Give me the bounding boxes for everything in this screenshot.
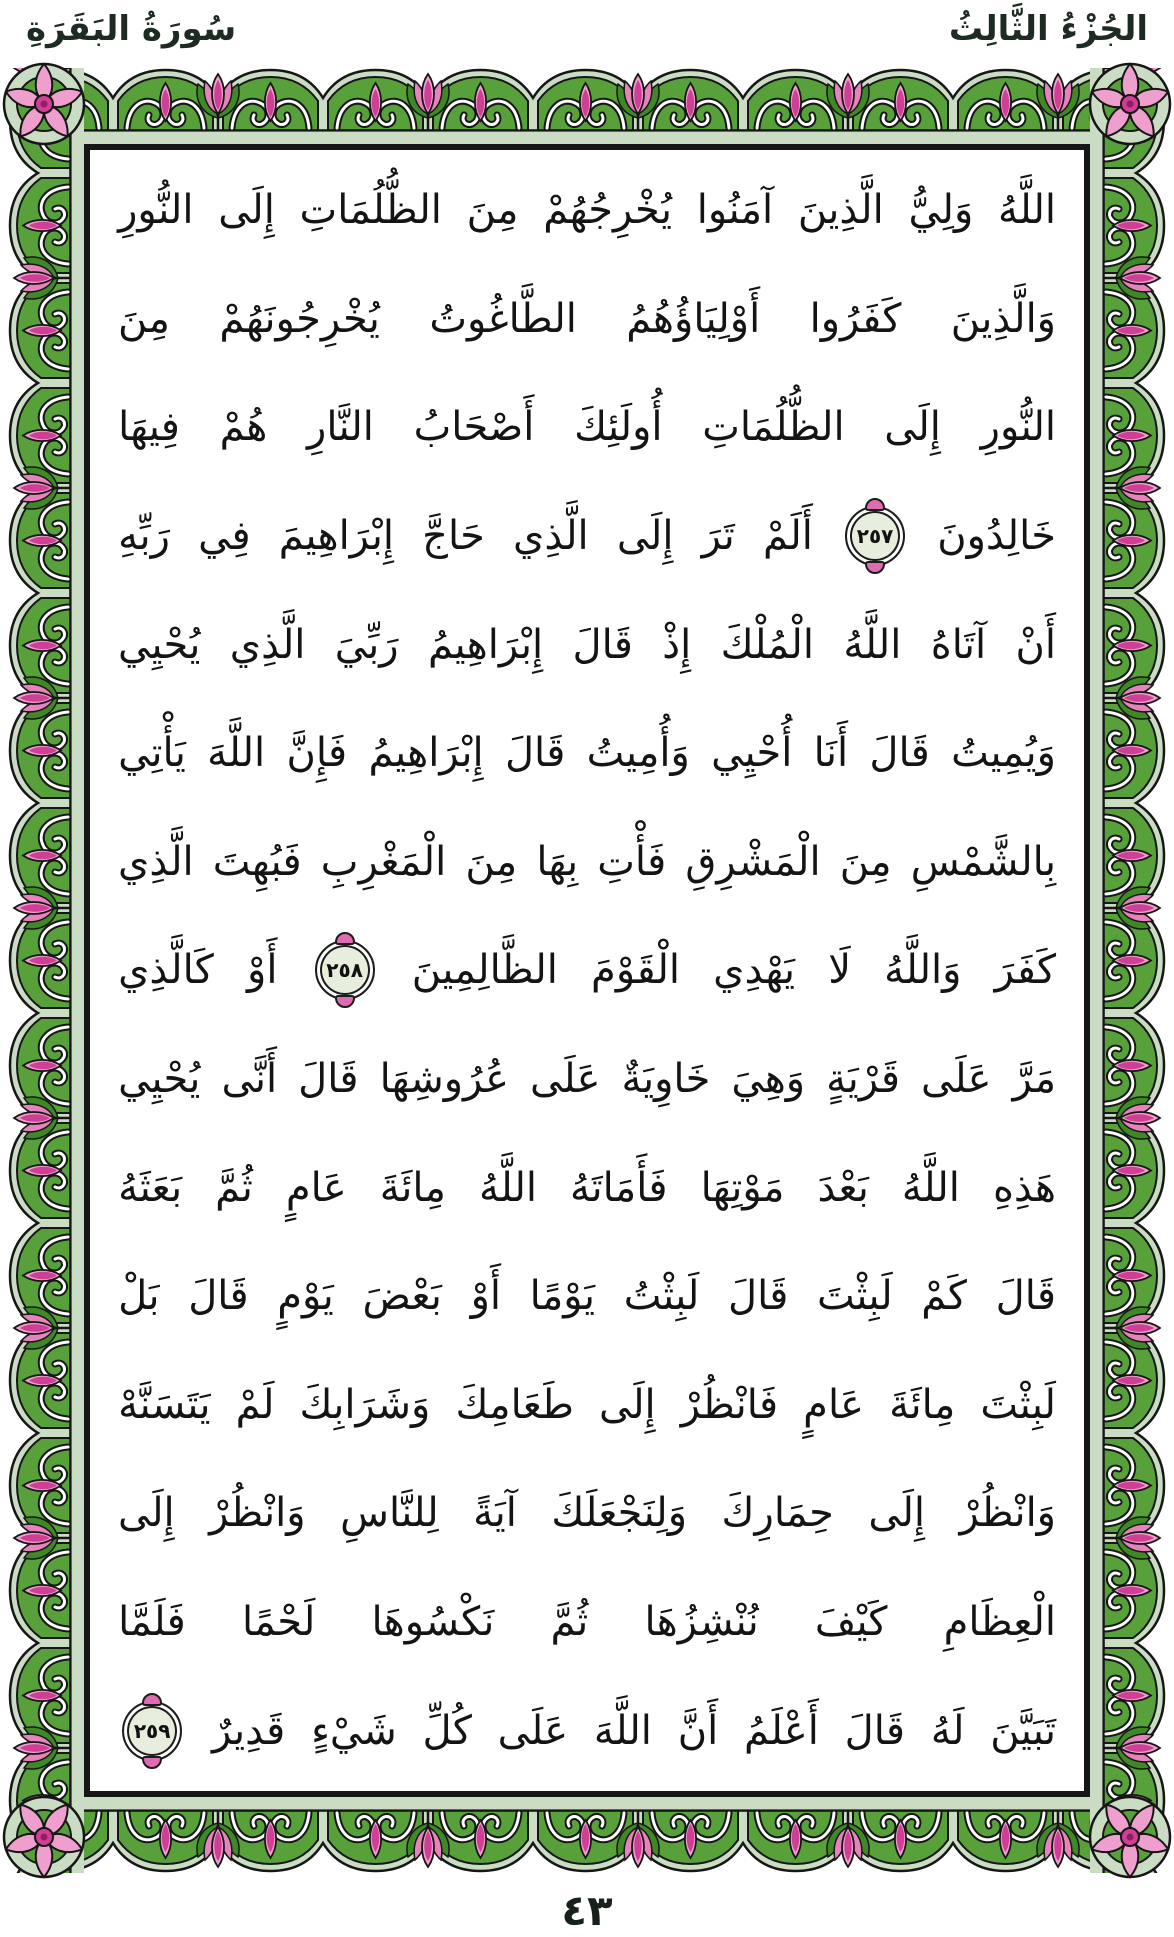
- quran-word: إِلَى: [616, 513, 674, 560]
- quran-word: يُخْرِجُونَهُمْ: [219, 295, 380, 342]
- quran-word: لَحْمًا: [241, 1599, 316, 1646]
- quran-word: رَبِّهِ: [118, 513, 170, 560]
- quran-word: يَوْمًا: [529, 1273, 596, 1320]
- surah-title: سُورَةُ البَقَرَةِ: [26, 9, 237, 49]
- quran-word: بَلْ: [118, 1273, 160, 1320]
- quran-word: فَأَمَاتَهُ: [570, 1164, 668, 1211]
- quran-word: مِنَ: [466, 187, 519, 234]
- quran-word: بِهَا: [536, 838, 579, 885]
- quran-word: مِائَةَ: [379, 1164, 446, 1211]
- quran-word: الَّذِي: [229, 621, 306, 668]
- quran-word: الَّذِي: [118, 838, 194, 885]
- quran-word: قَالَ: [869, 730, 930, 777]
- quran-word: آتَاهُ: [930, 621, 987, 668]
- decorative-border: [8, 68, 1166, 1873]
- quran-word: يَأْتِي: [118, 730, 186, 777]
- quran-word: كَيْفَ: [814, 1599, 888, 1646]
- quran-word: الَّذِينَ: [797, 187, 884, 234]
- quran-word: قَالَ: [504, 730, 566, 777]
- quran-word: إِلَى: [118, 1490, 175, 1537]
- quran-word: مَوْتِهَا: [700, 1164, 785, 1211]
- quran-line: [116, 590, 1058, 699]
- quran-word: فِيهَا: [118, 404, 180, 451]
- quran-word: إِلَى: [218, 187, 275, 234]
- quran-word: عَامٍ: [803, 1381, 864, 1428]
- floral-border-pattern-icon: [8, 1797, 1166, 1873]
- quran-word: يَهْدِي: [713, 947, 796, 994]
- quran-word: الْقَوْمَ: [591, 947, 681, 994]
- quran-word: عَامٍ: [285, 1164, 347, 1211]
- quran-word: بَعْضَ: [362, 1273, 442, 1320]
- quran-word: خَالِدُونَ: [937, 513, 1056, 560]
- quran-word: هَذِهِ: [992, 1164, 1056, 1211]
- quran-word: وَشَرَابِكَ: [299, 1381, 431, 1428]
- quran-line: [116, 373, 1058, 482]
- quran-word: قَالَ: [298, 1056, 359, 1103]
- ayah-number: ٢٥٨: [326, 958, 363, 983]
- quran-line: [116, 1025, 1058, 1134]
- ayah-number: ٢٥٩: [133, 1718, 171, 1743]
- quran-word: يُحْيِي: [118, 1056, 201, 1103]
- quran-word: اللَّهُ: [998, 187, 1056, 234]
- quran-word: خَاوِيَةٌ: [621, 1056, 711, 1103]
- quran-word: قَالَ: [995, 1273, 1056, 1320]
- quran-word: النَّارِ: [307, 404, 374, 451]
- quran-word: وَلِيُّ: [908, 187, 974, 234]
- quran-line: [116, 156, 1058, 265]
- quran-word: طَعَامِكَ: [455, 1381, 574, 1428]
- quran-word: بَعْدَ: [817, 1164, 869, 1211]
- quran-line: [116, 1242, 1058, 1351]
- quran-line: [116, 482, 1058, 591]
- quran-word: نُنْشِزُهَا: [644, 1599, 759, 1646]
- quran-word: فَإِنَّ: [286, 730, 348, 777]
- quran-word: حَاجَّ: [422, 513, 485, 560]
- border-strip-top: [8, 68, 1166, 144]
- quran-word: الظُّلُمَاتِ: [702, 404, 845, 451]
- quran-word: أَنَا: [813, 730, 849, 777]
- ayah-number: ٢٥٧: [856, 524, 894, 549]
- quran-word: أَوْ: [247, 947, 278, 994]
- quran-word: اللَّهَ: [593, 1707, 652, 1754]
- quran-word: النُّورِ: [980, 404, 1056, 451]
- quran-word: قَالَ: [728, 1273, 789, 1320]
- quran-word: إِلَى: [884, 404, 941, 451]
- quran-word: عَلَى: [530, 1056, 601, 1103]
- quran-text-panel: [90, 150, 1084, 1791]
- quran-word: مِنَ: [465, 838, 518, 885]
- quran-word: آيَةً: [473, 1490, 517, 1537]
- quran-word: لَبِثْتَ: [980, 1381, 1056, 1428]
- quran-word: وَانْظُرْ: [209, 1490, 306, 1537]
- quran-word: لَبِثْتُ: [623, 1273, 700, 1320]
- quran-word: ثُمَّ: [550, 1599, 589, 1646]
- quran-word: أَصْحَابُ: [413, 404, 535, 451]
- quran-word: إِبْرَاهِيمُ: [427, 621, 544, 668]
- quran-word: كَالَّذِي: [118, 947, 214, 994]
- quran-word: هُمْ: [219, 404, 268, 451]
- quran-word: قَالَ: [572, 621, 633, 668]
- quran-word: الْمُلْكَ: [720, 621, 814, 668]
- quran-word: النُّورِ: [118, 187, 194, 234]
- quran-word: أُولَئِكَ: [574, 404, 663, 451]
- quran-word: أَلَمْ: [762, 513, 813, 560]
- quran-word: وَيُمِيتُ: [951, 730, 1056, 777]
- quran-line: [116, 1351, 1058, 1460]
- juz-title: الجُزْءُ الثَّالِثُ: [948, 9, 1148, 49]
- quran-word: أَوْلِيَاؤُهُمُ: [626, 295, 761, 342]
- quran-word: فَأْتِ: [597, 838, 667, 885]
- quran-word: يَوْمٍ: [277, 1273, 334, 1320]
- floral-border-pattern-icon: [8, 68, 84, 1873]
- quran-word: مِائَةَ: [889, 1381, 956, 1428]
- quran-word: رَبِّيَ: [334, 621, 399, 668]
- quran-word: اللَّهَ: [207, 730, 266, 777]
- quran-word: حِمَارِكَ: [721, 1490, 834, 1537]
- quran-word: الظُّلُمَاتِ: [299, 187, 442, 234]
- quran-line: [116, 916, 1058, 1025]
- quran-word: أَنَّى: [221, 1056, 278, 1103]
- quran-word: كَفَرُوا: [809, 295, 902, 342]
- ayah-marker: [315, 940, 375, 1000]
- quran-word: كَمْ: [921, 1273, 967, 1320]
- quran-word: نَكْسُوهَا: [371, 1599, 495, 1646]
- quran-word: الْعِظَامِ: [943, 1599, 1056, 1646]
- border-strip-right: [1090, 68, 1166, 1873]
- quran-word: فِي: [198, 513, 251, 560]
- quran-word: قَالَ: [844, 1707, 906, 1754]
- quran-word: وَلِنَجْعَلَكَ: [551, 1490, 688, 1537]
- quran-word: الْمَغْرِبِ: [320, 838, 447, 885]
- quran-word: قَرْيَةٍ: [826, 1056, 900, 1103]
- page-header: [26, 6, 1148, 66]
- quran-word: اللَّهُ: [843, 621, 902, 668]
- quran-word: اللَّهُ: [479, 1164, 537, 1211]
- quran-word: كَفَرَ: [994, 947, 1056, 994]
- quran-word: عَلَى: [921, 1056, 992, 1103]
- quran-word: لَمْ: [235, 1381, 275, 1428]
- quran-word: إِبْرَاهِيمُ: [368, 730, 484, 777]
- quran-word: لَهُ: [930, 1707, 965, 1754]
- quran-word: شَيْءٍ: [311, 1707, 397, 1754]
- quran-word: إِلَى: [868, 1490, 926, 1537]
- quran-word: إِذْ: [662, 621, 692, 668]
- ayah-marker: [122, 1701, 182, 1761]
- quran-word: أَنَّ: [677, 1707, 719, 1754]
- floral-border-pattern-icon: [1090, 68, 1166, 1873]
- quran-line: [116, 1676, 1058, 1785]
- floral-border-pattern-icon: [8, 68, 1166, 144]
- quran-word: وَانْظُرْ: [959, 1490, 1056, 1537]
- quran-word: يُحْيِي: [118, 621, 201, 668]
- quran-word: فَبُهِتَ: [212, 838, 302, 885]
- quran-word: لَا: [828, 947, 852, 994]
- quran-word: عَلَى: [497, 1707, 569, 1754]
- quran-word: إِبْرَاهِيمَ: [278, 513, 394, 560]
- quran-word: وَهِيَ: [731, 1056, 806, 1103]
- quran-word: إِلَى: [599, 1381, 656, 1428]
- quran-line: [116, 1133, 1058, 1242]
- border-strip-bottom: [8, 1797, 1166, 1873]
- quran-word: مِنَ: [839, 838, 892, 885]
- quran-word: أُحْيِي: [711, 730, 793, 777]
- quran-word: أَنْ: [1015, 621, 1056, 668]
- quran-word: اللَّهُ: [901, 1164, 960, 1211]
- quran-word: آمَنُوا: [696, 187, 774, 234]
- quran-word: مَرَّ: [1012, 1056, 1056, 1103]
- quran-word: بِالشَّمْسِ: [910, 838, 1056, 885]
- border-strip-left: [8, 68, 84, 1873]
- quran-word: تَرَ: [701, 513, 735, 560]
- quran-word: يَتَسَنَّهْ: [118, 1381, 211, 1428]
- quran-word: الظَّالِمِينَ: [411, 947, 558, 994]
- quran-word: فَلَمَّا: [118, 1599, 186, 1646]
- quran-word: تَبَيَّنَ: [990, 1707, 1056, 1754]
- quran-word: قَالَ: [188, 1273, 249, 1320]
- quran-line: [116, 265, 1058, 374]
- quran-word: لِلنَّاسِ: [340, 1490, 439, 1537]
- quran-line: [116, 1459, 1058, 1568]
- page-number: ٤٣: [561, 1886, 613, 1935]
- quran-word: قَدِيرٌ: [211, 1707, 286, 1754]
- quran-word: فَانْظُرْ: [680, 1381, 779, 1428]
- quran-word: أَعْلَمُ: [744, 1707, 819, 1754]
- quran-line: [116, 699, 1058, 808]
- quran-line: [116, 808, 1058, 917]
- quran-word: بَعَثَهُ: [118, 1164, 183, 1211]
- quran-word: يُخْرِجُهُمْ: [543, 187, 672, 234]
- quran-word: لَبِثْتَ: [817, 1273, 893, 1320]
- quran-word: مِنَ: [118, 295, 170, 342]
- quran-word: الطَّاغُوتُ: [429, 295, 577, 342]
- quran-word: وَأُمِيتُ: [586, 730, 690, 777]
- quran-word: الْمَشْرِقِ: [685, 838, 821, 885]
- ayah-marker: [845, 506, 905, 566]
- quran-line: [116, 1568, 1058, 1677]
- quran-word: عُرُوشِهَا: [379, 1056, 509, 1103]
- quran-word: كُلِّ: [422, 1707, 472, 1754]
- quran-text-frame: [84, 144, 1090, 1797]
- quran-word: ثُمَّ: [215, 1164, 253, 1211]
- quran-word: وَالَّذِينَ: [950, 295, 1056, 342]
- quran-word: وَاللَّهُ: [884, 947, 962, 994]
- quran-word: الَّذِي: [513, 513, 589, 560]
- quran-word: أَوْ: [470, 1273, 501, 1320]
